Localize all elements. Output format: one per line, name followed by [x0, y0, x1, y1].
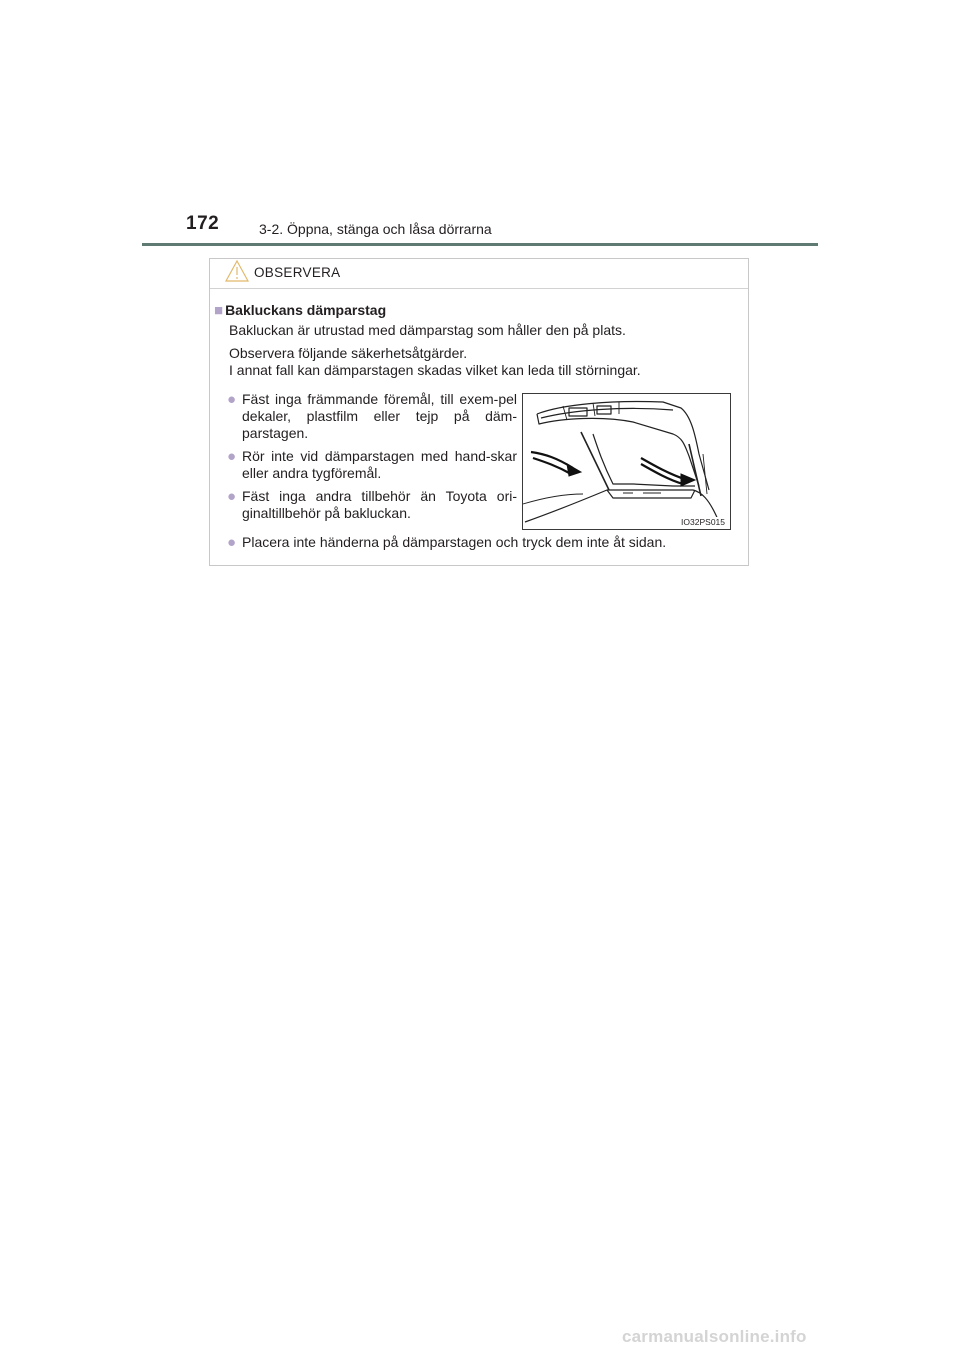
bullet-dot: ●: [227, 448, 237, 465]
bullet-text: Placera inte händerna på dämparstagen och tryck dem inte åt sidan.: [242, 534, 667, 550]
bullet-item: [227, 488, 517, 522]
intro-paragraph-2: [229, 345, 729, 379]
header-rule: [142, 243, 818, 246]
bullet-dot: ●: [227, 488, 237, 505]
bullet-text: Rör inte vid dämparstagen med hand-skar eller andra tygföremål.: [242, 448, 517, 481]
intro-line-2: I annat fall kan dämparstagen skadas vilket kan leda till störningar.: [229, 362, 641, 378]
bullet-text: Fäst inga andra tillbehör än Toyota ori-ginaltillbehör på bakluckan.: [242, 488, 517, 521]
bullet-item: [227, 391, 517, 442]
figure-code: IO32PS015: [681, 517, 725, 527]
bullet-dot: ●: [227, 534, 237, 551]
warning-triangle-icon: [225, 260, 249, 282]
topic-title: Bakluckans dämparstag: [225, 302, 387, 318]
section-title: 3-2. Öppna, stänga och låsa dörrarna: [259, 221, 492, 237]
caution-label: OBSERVERA: [254, 265, 341, 280]
bullet-text: Fäst inga främmande föremål, till exem-pel dekaler, plastfilm eller tejp på däm-parstagen.: [242, 391, 517, 441]
topic-marker: ■: [214, 302, 224, 319]
tailgate-strut-illustration: [522, 393, 731, 530]
caution-header: [210, 259, 748, 289]
intro-line-1: Observera följande säkerhetsåtgärder.: [229, 345, 468, 361]
bullet-dot: ●: [227, 391, 237, 408]
bullet-item: [227, 448, 517, 482]
watermark: carmanualsonline.info: [622, 1327, 807, 1346]
page-number: 172: [186, 213, 220, 234]
topic-heading: [214, 302, 386, 319]
bullet-item: [227, 534, 737, 551]
tailgate-drawing: [523, 394, 731, 530]
caution-box: [209, 258, 749, 566]
intro-paragraph-1: Bakluckan är utrustad med dämparstag som håller den på plats.: [229, 322, 626, 338]
